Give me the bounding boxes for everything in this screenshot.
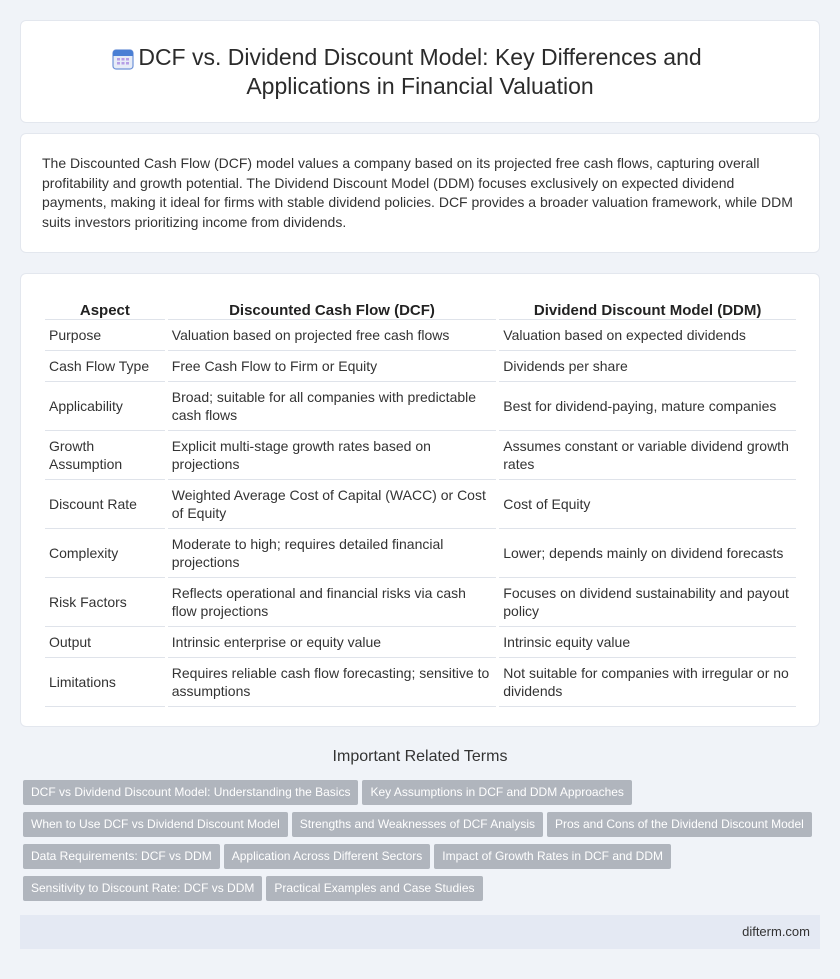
page-title bbox=[21, 43, 819, 101]
table-cell-dcf: Valuation based on projected free cash flows bbox=[168, 320, 497, 351]
related-term-link[interactable]: Data Requirements: DCF vs DDM bbox=[23, 844, 220, 869]
related-terms-row bbox=[23, 812, 823, 844]
table-row bbox=[45, 431, 796, 480]
related-term-link[interactable]: Practical Examples and Case Studies bbox=[266, 876, 482, 901]
related-terms-row bbox=[23, 780, 823, 812]
intro-paragraph: The Discounted Cash Flow (DCF) model values a company based on its projected free cash flows, capturing overall profitability and growth potential. The Dividend Discount Model (DDM) focuses exclusively on expected dividend payments, making it ideal for firms with stable dividend policies. DCF provides a broader valuation framework, while DDM suits investors prioritizing income from dividends. bbox=[42, 155, 793, 230]
table-row bbox=[45, 480, 796, 529]
page-title-line-2: Applications in Financial Valuation bbox=[246, 73, 594, 99]
related-term-link[interactable]: Pros and Cons of the Dividend Discount Model bbox=[547, 812, 812, 837]
table-cell-ddm: Best for dividend-paying, mature companies bbox=[499, 382, 796, 431]
table-cell-aspect: Purpose bbox=[45, 320, 165, 351]
related-term-link[interactable]: Key Assumptions in DCF and DDM Approaches bbox=[362, 780, 631, 805]
footer bbox=[20, 915, 820, 949]
table-cell-ddm: Focuses on dividend sustainability and payout policy bbox=[499, 578, 796, 627]
related-terms-row bbox=[23, 844, 823, 876]
related-terms-row bbox=[23, 876, 823, 908]
comparison-card bbox=[20, 273, 820, 727]
table-cell-aspect: Applicability bbox=[45, 382, 165, 431]
related-terms-heading: Important Related Terms bbox=[332, 748, 508, 765]
footer-site-link[interactable]: difterm.com bbox=[742, 924, 810, 939]
related-term-link[interactable]: Application Across Different Sectors bbox=[224, 844, 431, 869]
table-cell-dcf: Broad; suitable for all companies with predictable cash flows bbox=[168, 382, 497, 431]
table-row bbox=[45, 351, 796, 382]
column-header-ddm: Dividend Discount Model (DDM) bbox=[499, 294, 796, 320]
table-cell-dcf: Free Cash Flow to Firm or Equity bbox=[168, 351, 497, 382]
table-cell-dcf: Requires reliable cash flow forecasting; sensitive to assumptions bbox=[168, 658, 497, 707]
related-terms-list bbox=[23, 780, 823, 908]
table-cell-ddm: Lower; depends mainly on dividend forecasts bbox=[499, 529, 796, 578]
related-term-link[interactable]: When to Use DCF vs Dividend Discount Model bbox=[23, 812, 288, 837]
table-header-row bbox=[45, 294, 796, 320]
table-row bbox=[45, 529, 796, 578]
table-cell-aspect: Risk Factors bbox=[45, 578, 165, 627]
table-cell-ddm: Not suitable for companies with irregular or no dividends bbox=[499, 658, 796, 707]
table-cell-dcf: Explicit multi-stage growth rates based on projections bbox=[168, 431, 497, 480]
table-cell-aspect: Growth Assumption bbox=[45, 431, 165, 480]
related-term-link[interactable]: Strengths and Weaknesses of DCF Analysis bbox=[292, 812, 543, 837]
related-term-link[interactable]: Impact of Growth Rates in DCF and DDM bbox=[434, 844, 671, 869]
table-row bbox=[45, 658, 796, 707]
table-cell-aspect: Cash Flow Type bbox=[45, 351, 165, 382]
table-cell-aspect: Complexity bbox=[45, 529, 165, 578]
table-cell-ddm: Dividends per share bbox=[499, 351, 796, 382]
page-title-line-1: DCF vs. Dividend Discount Model: Key Differences and bbox=[138, 44, 702, 70]
table-cell-aspect: Limitations bbox=[45, 658, 165, 707]
comparison-table bbox=[42, 294, 799, 707]
column-header-aspect: Aspect bbox=[45, 294, 165, 320]
table-row bbox=[45, 627, 796, 658]
table-cell-aspect: Discount Rate bbox=[45, 480, 165, 529]
related-term-link[interactable]: Sensitivity to Discount Rate: DCF vs DDM bbox=[23, 876, 262, 901]
table-cell-dcf: Moderate to high; requires detailed financial projections bbox=[168, 529, 497, 578]
table-cell-dcf: Reflects operational and financial risks via cash flow projections bbox=[168, 578, 497, 627]
table-row bbox=[45, 320, 796, 351]
intro-card bbox=[20, 133, 820, 253]
table-row bbox=[45, 578, 796, 627]
table-cell-dcf: Weighted Average Cost of Capital (WACC) or Cost of Equity bbox=[168, 480, 497, 529]
column-header-dcf: Discounted Cash Flow (DCF) bbox=[168, 294, 497, 320]
table-cell-ddm: Valuation based on expected dividends bbox=[499, 320, 796, 351]
table-row bbox=[45, 382, 796, 431]
table-cell-dcf: Intrinsic enterprise or equity value bbox=[168, 627, 497, 658]
header-card bbox=[20, 20, 820, 123]
related-term-link[interactable]: DCF vs Dividend Discount Model: Understanding the Basics bbox=[23, 780, 358, 805]
table-cell-ddm: Intrinsic equity value bbox=[499, 627, 796, 658]
table-cell-ddm: Cost of Equity bbox=[499, 480, 796, 529]
table-cell-ddm: Assumes constant or variable dividend growth rates bbox=[499, 431, 796, 480]
table-cell-aspect: Output bbox=[45, 627, 165, 658]
